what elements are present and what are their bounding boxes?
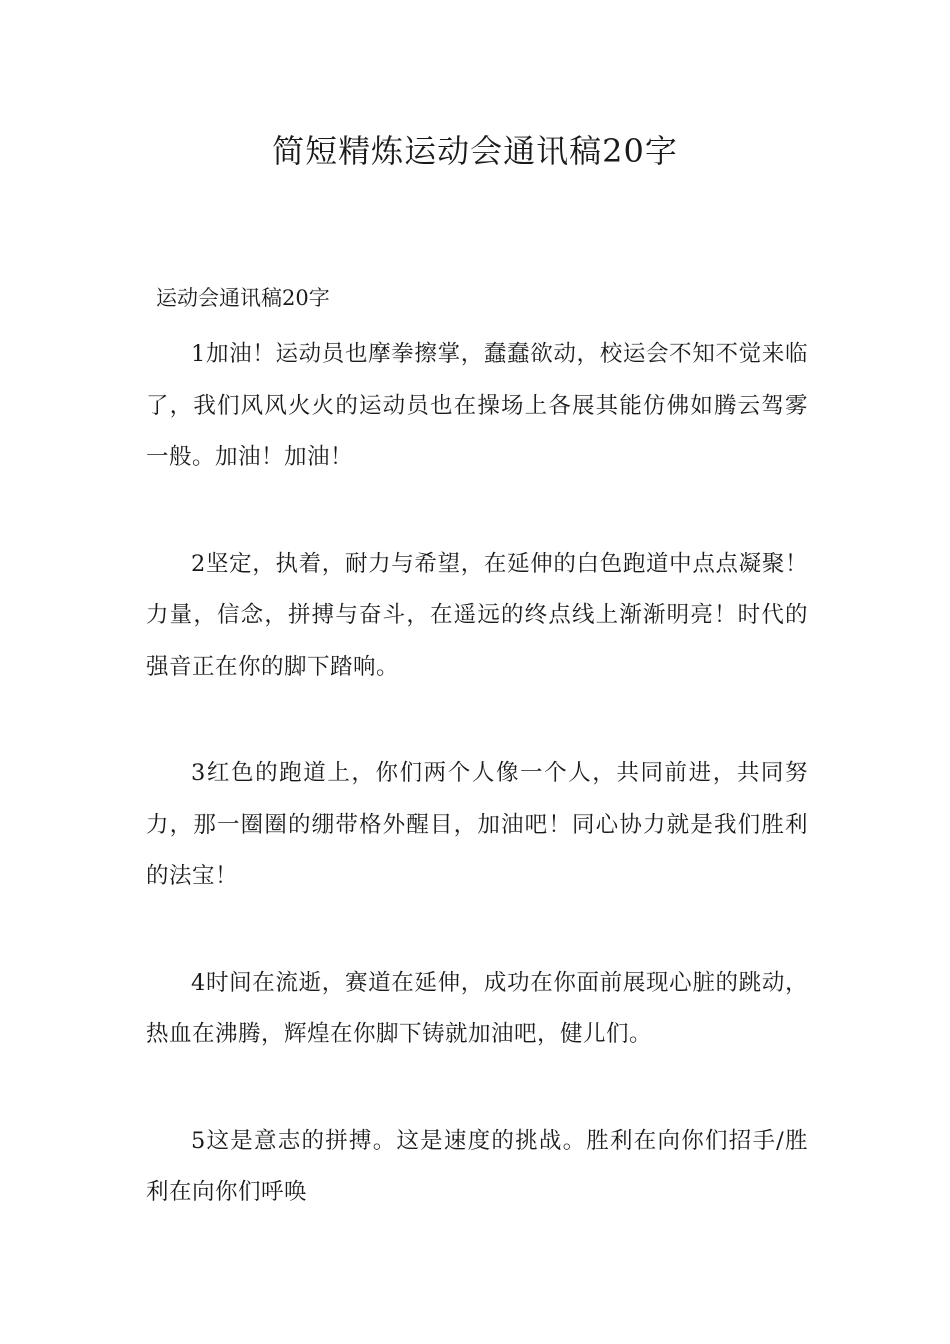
document-body: [146, 280, 808, 1219]
document-subtitle: 运动会通讯稿20字: [156, 286, 330, 310]
paragraph-1: 1加油！运动员也摩拳擦掌，蠢蠢欲动，校运会不知不觉来临了，我们风风火火的运动员也在操场上各展其能仿佛如腾云驾雾一般。加油！加油！: [146, 341, 808, 470]
paragraph-5: 5这是意志的拼搏。这是速度的挑战。胜利在向你们招手/胜利在向你们呼唤: [146, 1127, 808, 1205]
paragraph-3: 3红色的跑道上，你们两个人像一个人，共同前进，共同努力，那一圈圈的绷带格外醒目，加油吧！同心协力就是我们胜利的法宝！: [146, 760, 808, 889]
paragraph-4: 4时间在流逝，赛道在延伸，成功在你面前展现心脏的跳动，热血在沸腾，辉煌在你脚下铸就加油吧，健儿们。: [146, 969, 808, 1047]
document-title: 简短精炼运动会通讯稿20字: [272, 132, 678, 170]
paragraph-2: 2坚定，执着，耐力与希望，在延伸的白色跑道中点点凝聚！力量，信念，拼搏与奋斗，在遥远的终点线上渐渐明亮！时代的强音正在你的脚下踏响。: [146, 550, 808, 680]
